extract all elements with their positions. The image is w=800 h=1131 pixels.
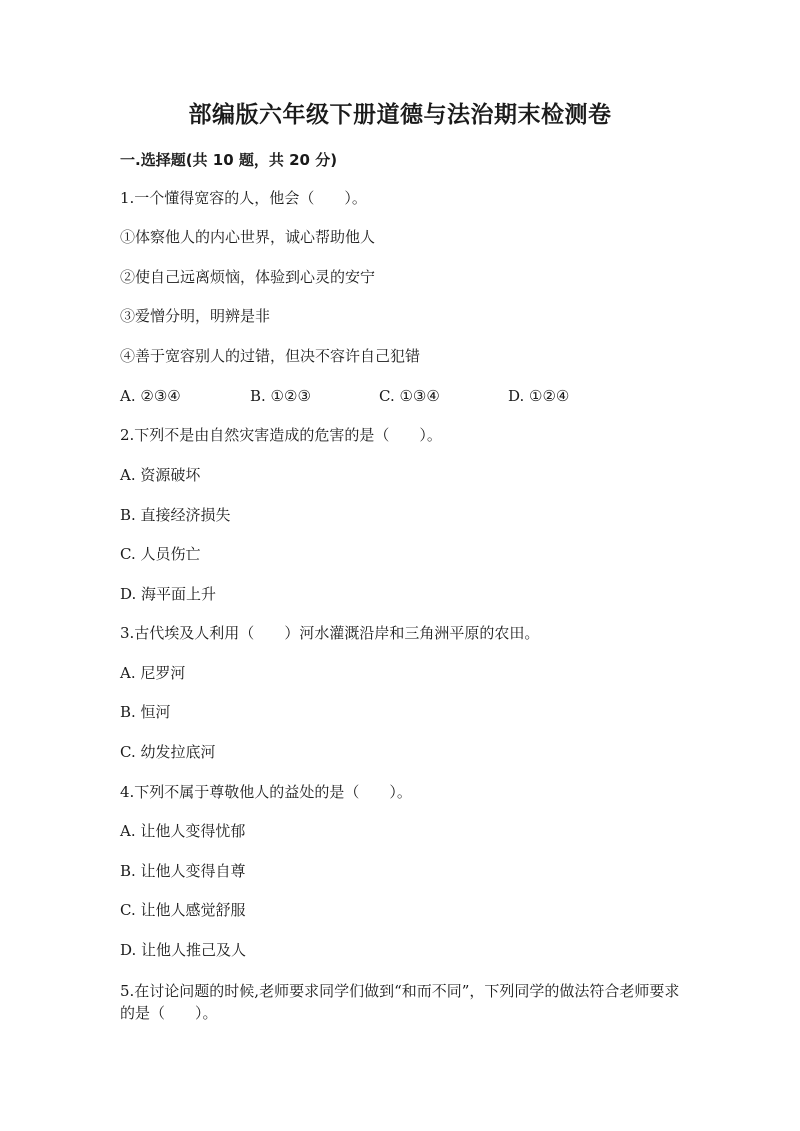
question-1-option-c: C. ①③④ — [379, 387, 440, 405]
question-1-item-2: ②使自己远离烦恼，体验到心灵的安宁 — [120, 268, 376, 286]
question-4-option-d: D. 让他人推己及人 — [120, 941, 247, 959]
question-1-option-a: A. ②③④ — [120, 387, 181, 405]
exam-title: 部编版六年级下册道德与法治期末检测卷 — [188, 101, 612, 128]
question-2-option-c: C. 人员伤亡 — [120, 545, 201, 563]
question-1-stem: 1.一个懂得宽容的人，他会（ ）。 — [120, 189, 367, 207]
question-3-option-c: C. 幼发拉底河 — [120, 743, 216, 761]
question-2-option-b: B. 直接经济损失 — [120, 506, 231, 524]
section-heading: 一.选择题(共 10 题，共 20 分) — [120, 151, 338, 169]
question-1-item-1: ①体察他人的内心世界，诚心帮助他人 — [120, 228, 376, 246]
question-4-stem: 4.下列不属于尊敬他人的益处的是（ ）。 — [120, 783, 412, 801]
question-2-option-a: A. 资源破坏 — [120, 466, 201, 484]
question-4-option-c: C. 让他人感觉舒服 — [120, 901, 246, 919]
question-5-stem: 5.在讨论问题的时候,老师要求同学们做到“和而不同”，下列同学的做法符合老师要求的是（ ）。 — [120, 982, 680, 1022]
question-1-option-d: D. ①②④ — [508, 387, 570, 405]
question-1-option-b: B. ①②③ — [250, 387, 311, 405]
question-1-item-4: ④善于宽容别人的过错，但决不容许自己犯错 — [120, 347, 421, 365]
question-4-option-b: B. 让他人变得自尊 — [120, 862, 246, 880]
question-1-item-3: ③爱憎分明，明辨是非 — [120, 307, 271, 325]
question-2-stem: 2.下列不是由自然灾害造成的危害的是（ ）。 — [120, 426, 442, 444]
question-2-option-d: D. 海平面上升 — [120, 585, 217, 603]
question-4-option-a: A. 让他人变得忧郁 — [120, 822, 246, 840]
question-3-stem: 3.古代埃及人利用（ ）河水灌溉沿岸和三角洲平原的农田。 — [120, 624, 540, 642]
question-3-option-a: A. 尼罗河 — [120, 664, 186, 682]
question-3-option-b: B. 恒河 — [120, 703, 171, 721]
